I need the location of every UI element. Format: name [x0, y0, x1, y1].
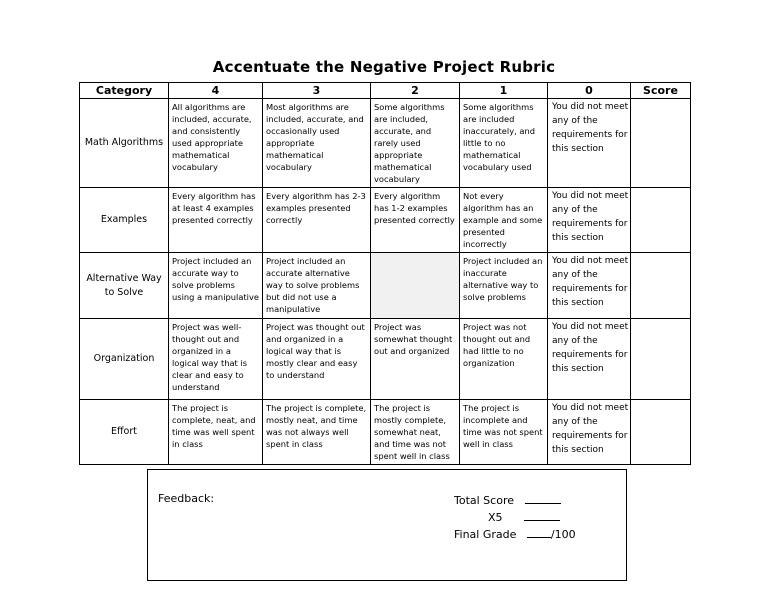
level-0-text: You did not meet any of the requirements for this section	[552, 403, 629, 455]
final-grade-row	[454, 526, 576, 543]
total-score-label: Total Score	[454, 494, 514, 507]
level-2-cell-empty	[371, 253, 460, 319]
feedback-label: Feedback:	[158, 492, 215, 505]
level-1-cell: Not every algorithm has an example and some presented incorrectly	[460, 188, 548, 253]
level-3-cell: Most algorithms are included, accurate, and occasionally used appropriate mathematical vocabulary	[263, 99, 371, 188]
total-score-row	[454, 492, 576, 509]
level-4-cell: Project included an accurate way to solve problems using a manipulative	[169, 253, 263, 319]
level-3-cell: Project included an accurate alternative way to solve problems but did not use a manipulative	[263, 253, 371, 319]
category-cell: Effort	[80, 400, 169, 465]
header-row	[80, 83, 691, 99]
score-cell[interactable]	[631, 319, 691, 400]
multiplier-blank[interactable]	[524, 509, 560, 521]
level-2-cell: The project is mostly complete, somewhat neat, and time was not spent well in class	[371, 400, 460, 465]
level-0-cell	[548, 99, 631, 188]
header-4: 4	[169, 83, 263, 99]
final-grade-suffix: /100	[550, 528, 576, 541]
level-0-text: You did not meet any of the requirements for this section	[552, 256, 629, 308]
rubric-row-organization	[80, 319, 691, 400]
level-2-cell: Every algorithm has 1-2 examples presented correctly	[371, 188, 460, 253]
level-1-cell: The project is incomplete and time was not spent well in class	[460, 400, 548, 465]
level-3-cell: The project is complete, mostly neat, and time was not always well spent in class	[263, 400, 371, 465]
level-0-cell	[548, 319, 631, 400]
score-summary	[454, 492, 576, 543]
level-1-cell: Project included an inaccurate alternative way to solve problems	[460, 253, 548, 319]
header-0: 0	[548, 83, 631, 99]
level-0-cell	[548, 400, 631, 465]
level-2-cell: Project was somewhat thought out and organized	[371, 319, 460, 400]
multiplier-row	[454, 509, 576, 526]
level-1-cell: Project was not thought out and had little to no organization	[460, 319, 548, 400]
level-3-cell: Project was thought out and organized in a logical way that is mostly clear and easy to understand	[263, 319, 371, 400]
category-cell: Alternative Way to Solve	[80, 253, 169, 319]
total-score-blank[interactable]	[525, 492, 561, 504]
level-0-cell	[548, 253, 631, 319]
rubric-row-math-algorithms	[80, 99, 691, 188]
category-cell: Math Algorithms	[80, 99, 169, 188]
header-1: 1	[460, 83, 548, 99]
level-0-text: You did not meet any of the requirements for this section	[552, 191, 629, 243]
level-4-cell: All algorithms are included, accurate, and consistently used appropriate mathematical vocabulary	[169, 99, 263, 188]
final-grade-blank[interactable]	[527, 526, 551, 538]
page-title: Accentuate the Negative Project Rubric	[212, 58, 556, 76]
level-0-cell	[548, 188, 631, 253]
feedback-box[interactable]	[147, 469, 627, 581]
level-0-text: You did not meet any of the requirements for this section	[552, 322, 629, 374]
score-cell[interactable]	[631, 253, 691, 319]
header-category: Category	[80, 83, 169, 99]
rubric-row-alternative-way	[80, 253, 691, 319]
score-cell[interactable]	[631, 400, 691, 465]
level-1-cell: Some algorithms are included inaccurately, and little to no mathematical vocabulary used	[460, 99, 548, 188]
level-4-cell: Every algorithm has at least 4 examples presented correctly	[169, 188, 263, 253]
header-2: 2	[371, 83, 460, 99]
header-3: 3	[263, 83, 371, 99]
level-3-cell: Every algorithm has 2-3 examples presented correctly	[263, 188, 371, 253]
final-grade-label: Final Grade	[454, 528, 517, 541]
level-2-cell: Some algorithms are included, accurate, and rarely used appropriate mathematical vocabulary	[371, 99, 460, 188]
rubric-row-examples	[80, 188, 691, 253]
level-4-cell: Project was well-thought out and organized in a logical way that is clear and easy to understand	[169, 319, 263, 400]
score-cell[interactable]	[631, 188, 691, 253]
header-score: Score	[631, 83, 691, 99]
multiplier-label: X5	[488, 511, 503, 524]
level-4-cell: The project is complete, neat, and time was well spent in class	[169, 400, 263, 465]
category-cell: Organization	[80, 319, 169, 400]
rubric-table	[79, 82, 691, 465]
rubric-row-effort	[80, 400, 691, 465]
score-cell[interactable]	[631, 99, 691, 188]
category-cell: Examples	[80, 188, 169, 253]
level-0-text: You did not meet any of the requirements for this section	[552, 102, 629, 154]
